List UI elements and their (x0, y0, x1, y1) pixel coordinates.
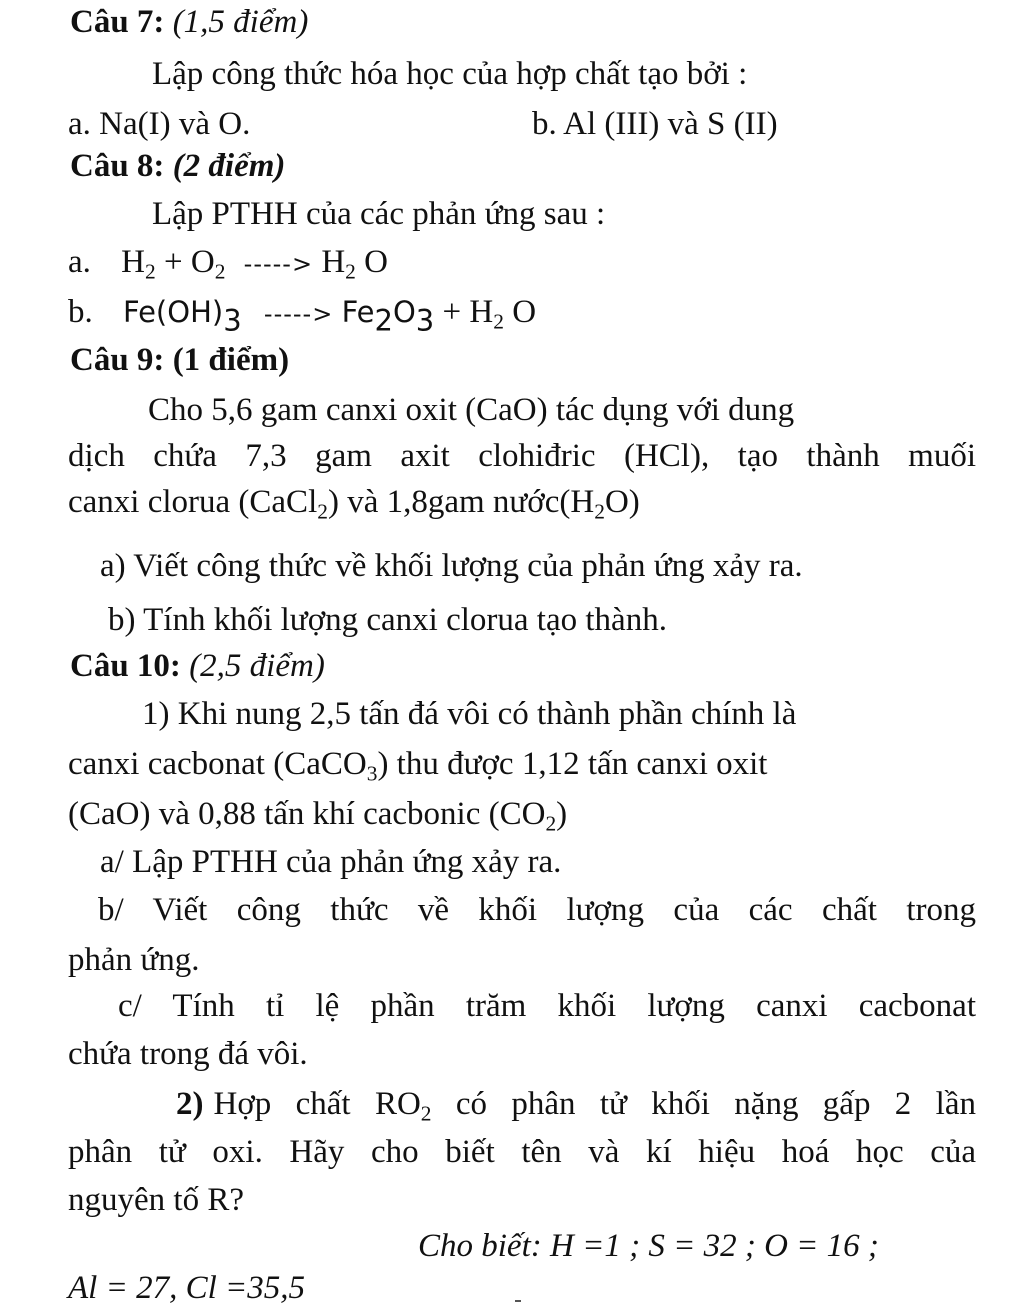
q7-prompt: Lập công thức hóa học của hợp chất tạo bởi : (152, 56, 748, 92)
scan-mark (515, 1300, 521, 1302)
q10-p2-line-1-pre: Hợp chất RO (213, 1086, 421, 1122)
q8-a-h: H (121, 244, 145, 280)
q7-title (70, 2, 1024, 42)
q10-p2-number: 2) (176, 1086, 204, 1122)
q10-p1-line-3 (68, 794, 1024, 834)
q10-part-b-line-1: b/ Viết công thức về khối lượng của các chất trong (98, 892, 976, 928)
q8-equation-a (68, 242, 1024, 284)
q8-b-label: b. (68, 294, 93, 330)
q8-title (70, 146, 1024, 186)
q10-p1-line-1: 1) Khi nung 2,5 tấn đá vôi có thành phần chính là (142, 696, 797, 732)
q8-b-o: O (392, 295, 416, 329)
q7-points: (1,5 điểm) (172, 4, 309, 40)
q7-part-b: b. Al (III) và S (II) (532, 106, 778, 142)
q8-b-h: H (469, 294, 494, 330)
q7-heading: Câu 7: (70, 4, 165, 40)
q9-line-3-sub: 2 (317, 499, 328, 524)
q8-a-o: O (190, 244, 215, 280)
q8-a-product-h-sub: 2 (345, 259, 356, 284)
q9-part-b: b) Tính khối lượng canxi clorua tạo thành. (108, 602, 667, 638)
q8-heading: Câu 8: (70, 148, 165, 184)
q10-p1-line-2-pre: canxi cacbonat (CaCO (68, 746, 367, 782)
q10-title (70, 646, 1024, 686)
q8-a-product-o: O (364, 244, 388, 280)
q10-p1-line-2-sub: 3 (366, 761, 378, 786)
q8-a-arrow: -----> (243, 250, 314, 278)
q9-title (70, 340, 1024, 380)
q8-b-h-sub: 2 (493, 309, 504, 334)
q8-a-plus: + (163, 244, 183, 280)
q10-p1-line-2 (68, 744, 1024, 784)
q8-b-reactant-sub: 3 (223, 303, 242, 338)
given-values-line-2: Al = 27, Cl =35,5 (68, 1270, 306, 1306)
q9-line-2: dịch chứa 7,3 gam axit clohiđric (HCl), tạo thành muối (68, 438, 976, 474)
q10-part-b-line-2: phản ứng. (68, 942, 200, 978)
q8-a-label: a. (68, 244, 91, 280)
q10-p1-line-3-sub: 2 (545, 811, 557, 836)
q10-p1-line-3-post: ) (556, 796, 568, 832)
q9-points: (1 điểm) (172, 342, 290, 378)
q8-a-h-sub: 2 (145, 259, 156, 284)
q10-p2-line-1-post: có phân tử khối nặng gấp 2 lần (431, 1086, 976, 1122)
q10-p2-line-2: phân tử oxi. Hãy cho biết tên và kí hiệu hoá học của (68, 1134, 976, 1170)
q8-b-fe-sub: 2 (374, 303, 393, 338)
q8-b-reactant: Fe(OH) (123, 295, 224, 329)
q8-a-product-h: H (321, 244, 346, 280)
q8-a-o-sub: 2 (214, 259, 226, 284)
q10-p1-line-3-pre: (CaO) và 0,88 tấn khí cacbonic (CO (68, 796, 546, 832)
q10-points: (2,5 điểm) (189, 648, 325, 684)
q8-b-plus: + (442, 294, 462, 330)
q9-line-3-post: O) (604, 484, 640, 520)
q9-line-3-sub2: 2 (594, 499, 605, 524)
q8-b-o2: O (512, 294, 537, 330)
q9-part-a: a) Viết công thức về khối lượng của phản ứng xảy ra. (100, 548, 803, 584)
q9-heading: Câu 9: (70, 342, 165, 378)
q10-p2-line-1 (176, 1084, 976, 1124)
q8-equation-b (68, 292, 1024, 338)
q8-prompt: Lập PTHH của các phản ứng sau : (152, 196, 606, 232)
given-values-line-1: Cho biết: H =1 ; S = 32 ; O = 16 ; (418, 1228, 879, 1264)
q10-p2-line-3: nguyên tố R? (68, 1182, 244, 1218)
q8-b-fe: Fe (341, 295, 375, 329)
q10-p1-line-2-post: ) thu được 1,12 tấn canxi oxit (377, 746, 768, 782)
q8-points: (2 điểm) (172, 148, 286, 184)
q9-line-1: Cho 5,6 gam canxi oxit (CaO) tác dụng với dung (148, 392, 795, 428)
q9-line-3-pre: canxi clorua (CaCl (68, 484, 318, 520)
q10-part-a: a/ Lập PTHH của phản ứng xảy ra. (100, 844, 562, 880)
q8-b-arrow: -----> (263, 300, 334, 328)
q10-part-c-line-2: chứa trong đá vôi. (68, 1036, 308, 1072)
q10-p2-line-1-sub: 2 (420, 1101, 432, 1126)
q9-line-3 (68, 482, 1024, 522)
q9-line-3-mid: ) và 1,8gam nước(H (327, 484, 595, 520)
q8-b-o-sub: 3 (415, 303, 435, 338)
q7-part-a: a. Na(I) và O. (68, 106, 251, 142)
q10-part-c-line-1: c/ Tính tỉ lệ phần trăm khối lượng canxi cacbonat (118, 988, 976, 1024)
q10-heading: Câu 10: (70, 648, 181, 684)
